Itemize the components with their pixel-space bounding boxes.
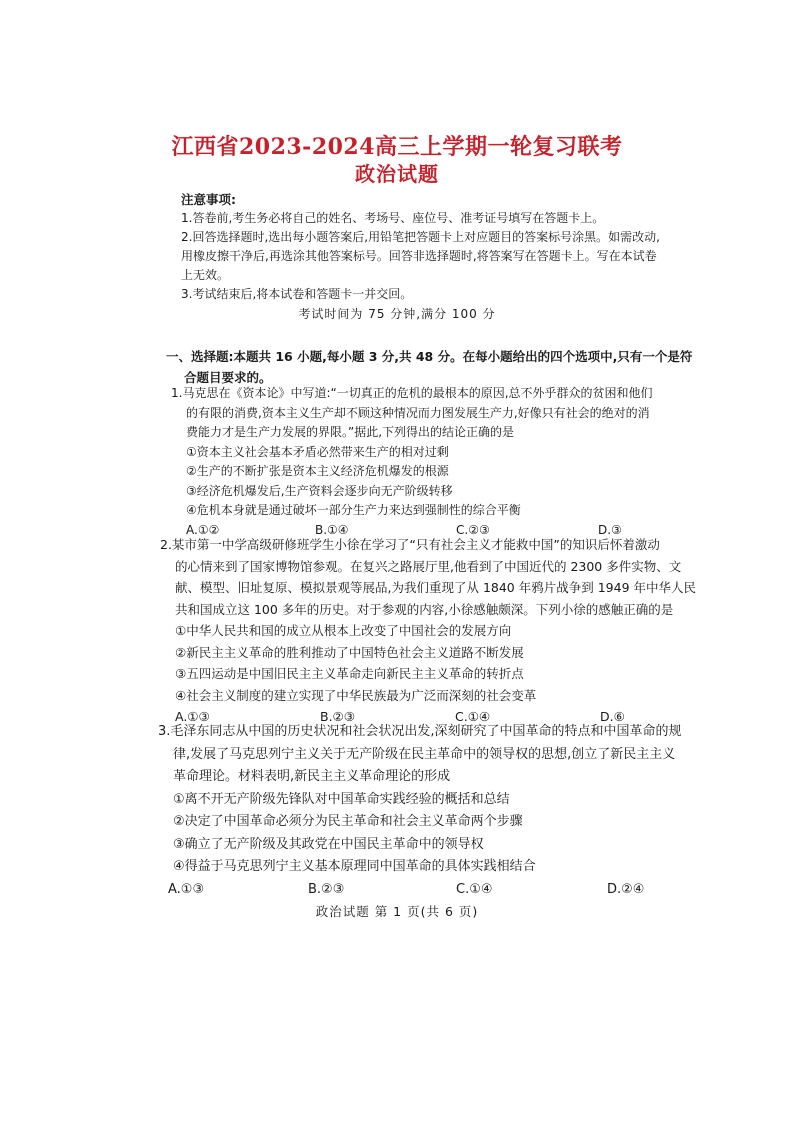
question-stem-line: 共和国成立这 100 多年的历史。对于参观的内容,小徐感触颇深。下列小徐的感触正确的是 xyxy=(175,601,674,617)
question-stem-line: 费能力才是生产力发展的界限。”据此,下列得出的结论正确的是 xyxy=(186,425,515,439)
answer-choice-d: D.③ xyxy=(598,522,622,537)
statement-option: ③五四运动是中国旧民主主义革命走向新民主主义革命的转折点 xyxy=(175,666,524,681)
notice-line: 1.答卷前,考生务必将自己的姓名、考场号、座位号、准考证号填写在答题卡上。 xyxy=(181,211,605,225)
question-stem-line: 的心情来到了国家博物馆参观。在复兴之路展厅里,他看到了中国近代的 2300 多件实物、文 xyxy=(175,558,682,574)
question-3 xyxy=(158,721,718,899)
question-stem-line: 的有限的消费,资本主义生产却不顾这种情况而力图发展生产力,好像只有社会的绝对的消 xyxy=(186,405,650,420)
answer-choice-a: A.①② xyxy=(186,522,220,537)
statement-option: ②新民主主义革命的胜利推动了中国特色社会主义道路不断发展 xyxy=(175,644,524,660)
question-1 xyxy=(171,384,701,541)
answer-choice-c: C.②③ xyxy=(456,522,490,537)
statement-option: ③确立了无产阶级及其政党在中国民主革命中的领导权 xyxy=(173,836,484,852)
question-2 xyxy=(160,534,705,726)
statement-option: ①资本主义社会基本矛盾必然带来生产的相对过剩 xyxy=(186,444,449,459)
section-heading-line: 一、选择题:本题共 16 小题,每小题 3 分,共 48 分。在每小题给出的四个选项中,只有一个是符 xyxy=(166,349,693,364)
answer-choice-b: B.①④ xyxy=(315,522,349,537)
answer-choice-a: A.①③ xyxy=(175,709,210,724)
question-stem-line: 献、模型、旧址复原、模拟景观等展品,为我们重现了从 1840 年鸦片战争到 1949 年中华人民 xyxy=(175,580,696,595)
answer-choice-d: D.②④ xyxy=(607,881,645,897)
question-stem-line: 3.毛泽东同志从中国的历史状况和社会状况出发,深刻研究了中国革命的特点和中国革命的规 xyxy=(158,724,682,739)
statement-option: ④社会主义制度的建立实现了中华民族最为广泛而深刻的社会变革 xyxy=(175,687,537,703)
notice-line: 2.回答选择题时,选出每小题答案后,用铅笔把答题卡上对应题目的答案标号涂黑。如需改动, xyxy=(181,230,660,244)
question-stem-line: 革命理论。材料表明,新民主主义革命理论的形成 xyxy=(173,769,451,784)
notice-block xyxy=(181,190,701,304)
statement-option: ②生产的不断扩张是资本主义经济危机爆发的根源 xyxy=(186,464,449,478)
section-heading xyxy=(166,346,696,388)
question-stem-line: 律,发展了马克思列宁主义关于无产阶级在民主革命中的领导权的思想,创立了新民主主义 xyxy=(173,746,676,762)
statement-option: ④得益于马克思列宁主义基本原理同中国革命的具体实践相结合 xyxy=(173,859,536,874)
statement-option: ③经济危机爆发后,生产资料会逐步向无产阶级转移 xyxy=(186,483,453,498)
answer-choice-a: A.①③ xyxy=(168,881,205,897)
statement-option: ④危机本身就是通过破坏一部分生产力来达到强制性的综合平衡 xyxy=(186,503,521,517)
notice-heading: 注意事项: xyxy=(181,192,236,207)
section-heading-line: 合题目要求的。 xyxy=(184,370,272,385)
answer-choice-c: C.①④ xyxy=(456,881,493,897)
answer-choice-b: B.②③ xyxy=(308,881,345,897)
notice-line: 上无效。 xyxy=(181,268,230,282)
exam-title: 江西省2023-2024高三上学期一轮复习联考 xyxy=(171,134,623,160)
exam-subtitle: 政治试题 xyxy=(355,162,439,186)
answer-choice-d: D.⑥ xyxy=(600,709,625,724)
exam-time: 考试时间为 75 分钟,满分 100 分 xyxy=(298,307,496,321)
answer-choice-b: B.②③ xyxy=(320,709,355,724)
question-stem-line: 1.马克思在《资本论》中写道:“一切真正的危机的最根本的原因,总不外乎群众的贫困和他们 xyxy=(171,386,653,400)
statement-option: ②决定了中国革命必须分为民主革命和社会主义革命两个步骤 xyxy=(173,814,523,829)
answer-choices xyxy=(158,879,718,899)
page-footer: 政治试题 第 1 页(共 6 页) xyxy=(315,904,479,919)
answer-choice-c: C.①④ xyxy=(455,709,491,724)
question-stem-line: 2.某市第一中学高级研修班学生小徐在学习了“只有社会主义才能救中国”的知识后怀着激动 xyxy=(160,537,660,552)
notice-line: 3.考试结束后,将本试卷和答题卡一并交回。 xyxy=(181,287,413,301)
statement-option: ①离不开无产阶级先锋队对中国革命实践经验的概括和总结 xyxy=(173,791,510,807)
notice-line: 用橡皮擦干净后,再选涂其他答案标号。回答非选择题时,将答案写在答题卡上。写在本试卷 xyxy=(181,249,657,263)
statement-option: ①中华人民共和国的成立从根本上改变了中国社会的发展方向 xyxy=(175,623,512,638)
